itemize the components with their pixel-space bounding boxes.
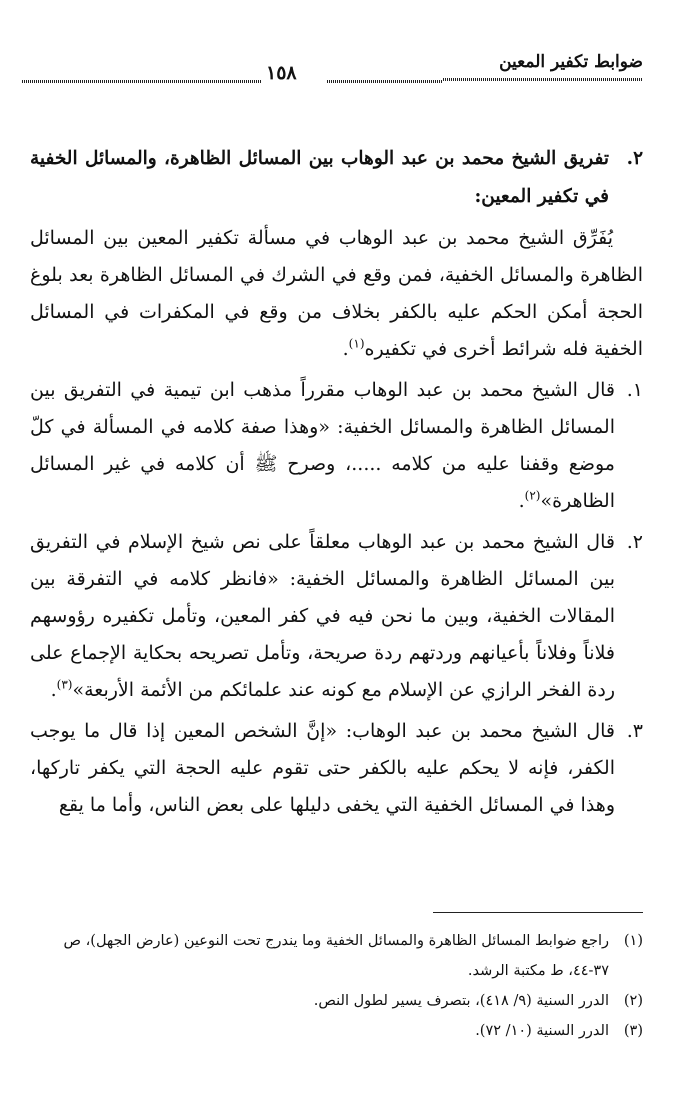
item-body: قال الشيخ محمد بن عبد الوهاب: «إنَّ الشخص المعين إذا قال ما يوجب الكفر، فإنه لا يحكم عليه بالكفر حتى تقوم عليه الحجة التي يكفر تاركها، وهذا في المسائل الخفية التي يخفى دليلها على بعض الناس، وأما ما يقع: [30, 720, 615, 816]
footnote: [30, 986, 643, 1016]
page-number: ١٥٨: [262, 62, 301, 84]
section-number: ٢.: [626, 148, 643, 169]
footnote-text: الدرر السنية (١٠/ ٧٢).: [475, 1023, 609, 1039]
list-item: [30, 713, 643, 824]
item-end: .: [50, 679, 57, 701]
section-heading: [30, 140, 643, 216]
item-number: ٣.: [626, 720, 643, 742]
item-body: قال الشيخ محمد بن عبد الوهاب معلقاً على نص شيخ الإسلام في التفريق بين المسائل الظاهرة والمسائل الخفية: «فانظر كلامه في التفرقة بين المقالات الخفية، وبين ما نحن فيه في كفر المعين، وتأمل تكفيره رؤوسهم فلاناً وفلاناً بأعيانهم وردتهم ردة صريحة، وتأمل تصريحه بحكاية الإجماع على ردة الفخر الرازي عن الإسلام مع كونه عند علمائكم من الأئمة الأربعة»: [30, 531, 615, 701]
footnote-number: (٣): [623, 1023, 643, 1039]
header-rule: [327, 80, 443, 83]
item-text: [30, 372, 615, 520]
footnote-ref: (٣): [56, 677, 73, 692]
running-header: [22, 52, 643, 86]
footnote-number: (٢): [623, 993, 643, 1009]
item-text: [30, 713, 615, 824]
paragraph-text: يُفَرِّق الشيخ محمد بن عبد الوهاب في مسألة تكفير المعين بين المسائل الظاهرة والمسائل الخفية، فمن وقع في الشرك في المسائل الظاهرة بعد بلوغ الحجة أمكن الحكم عليه بالكفر بخلاف من وقع في المكفرات في المسائل الخفية فله شرائط أخرى في تكفيره: [30, 227, 643, 360]
main-text: [30, 140, 643, 824]
title-underline: [443, 78, 643, 81]
footnote-separator: [433, 912, 643, 913]
section-title: تفريق الشيخ محمد بن عبد الوهاب بين المسائل الظاهرة، والمسائل الخفية في تكفير المعين:: [30, 148, 609, 207]
list-item: [30, 524, 643, 709]
item-number: ١.: [626, 379, 643, 401]
footnote-text: راجع ضوابط المسائل الظاهرة والمسائل الخفية وما يندرج تحت النوعين (عارض الجهل)، ص ٣٧-٤٤، ط مكتبة الرشد.: [63, 933, 609, 979]
running-title: ضوابط تكفير المعين: [499, 52, 643, 72]
header-rule: [22, 80, 262, 83]
footnote: [30, 926, 643, 986]
footnote: [30, 1016, 643, 1046]
footnote-ref: (٢): [524, 488, 541, 503]
list-item: [30, 372, 643, 520]
footnote-number: (١): [623, 933, 643, 949]
item-end: .: [518, 490, 525, 512]
intro-paragraph: [30, 220, 643, 368]
footnote-ref: (١): [348, 336, 365, 351]
item-body: قال الشيخ محمد بن عبد الوهاب مقرراً مذهب ابن تيمية في التفريق بين المسائل الظاهرة والمسائل الخفية: «وهذا صفة كلامه في المسألة في كلّ موضع وقفنا عليه من كلامه .....، وصرح ﷺ أن كلامه في غير المسائل الظاهرة»: [30, 379, 615, 512]
paragraph-end: .: [342, 338, 349, 360]
item-text: [30, 524, 615, 709]
footnote-text: الدرر السنية (٩/ ٤١٨)، بتصرف يسير لطول النص.: [313, 993, 609, 1009]
footnotes: [30, 926, 643, 1046]
item-number: ٢.: [626, 531, 643, 553]
